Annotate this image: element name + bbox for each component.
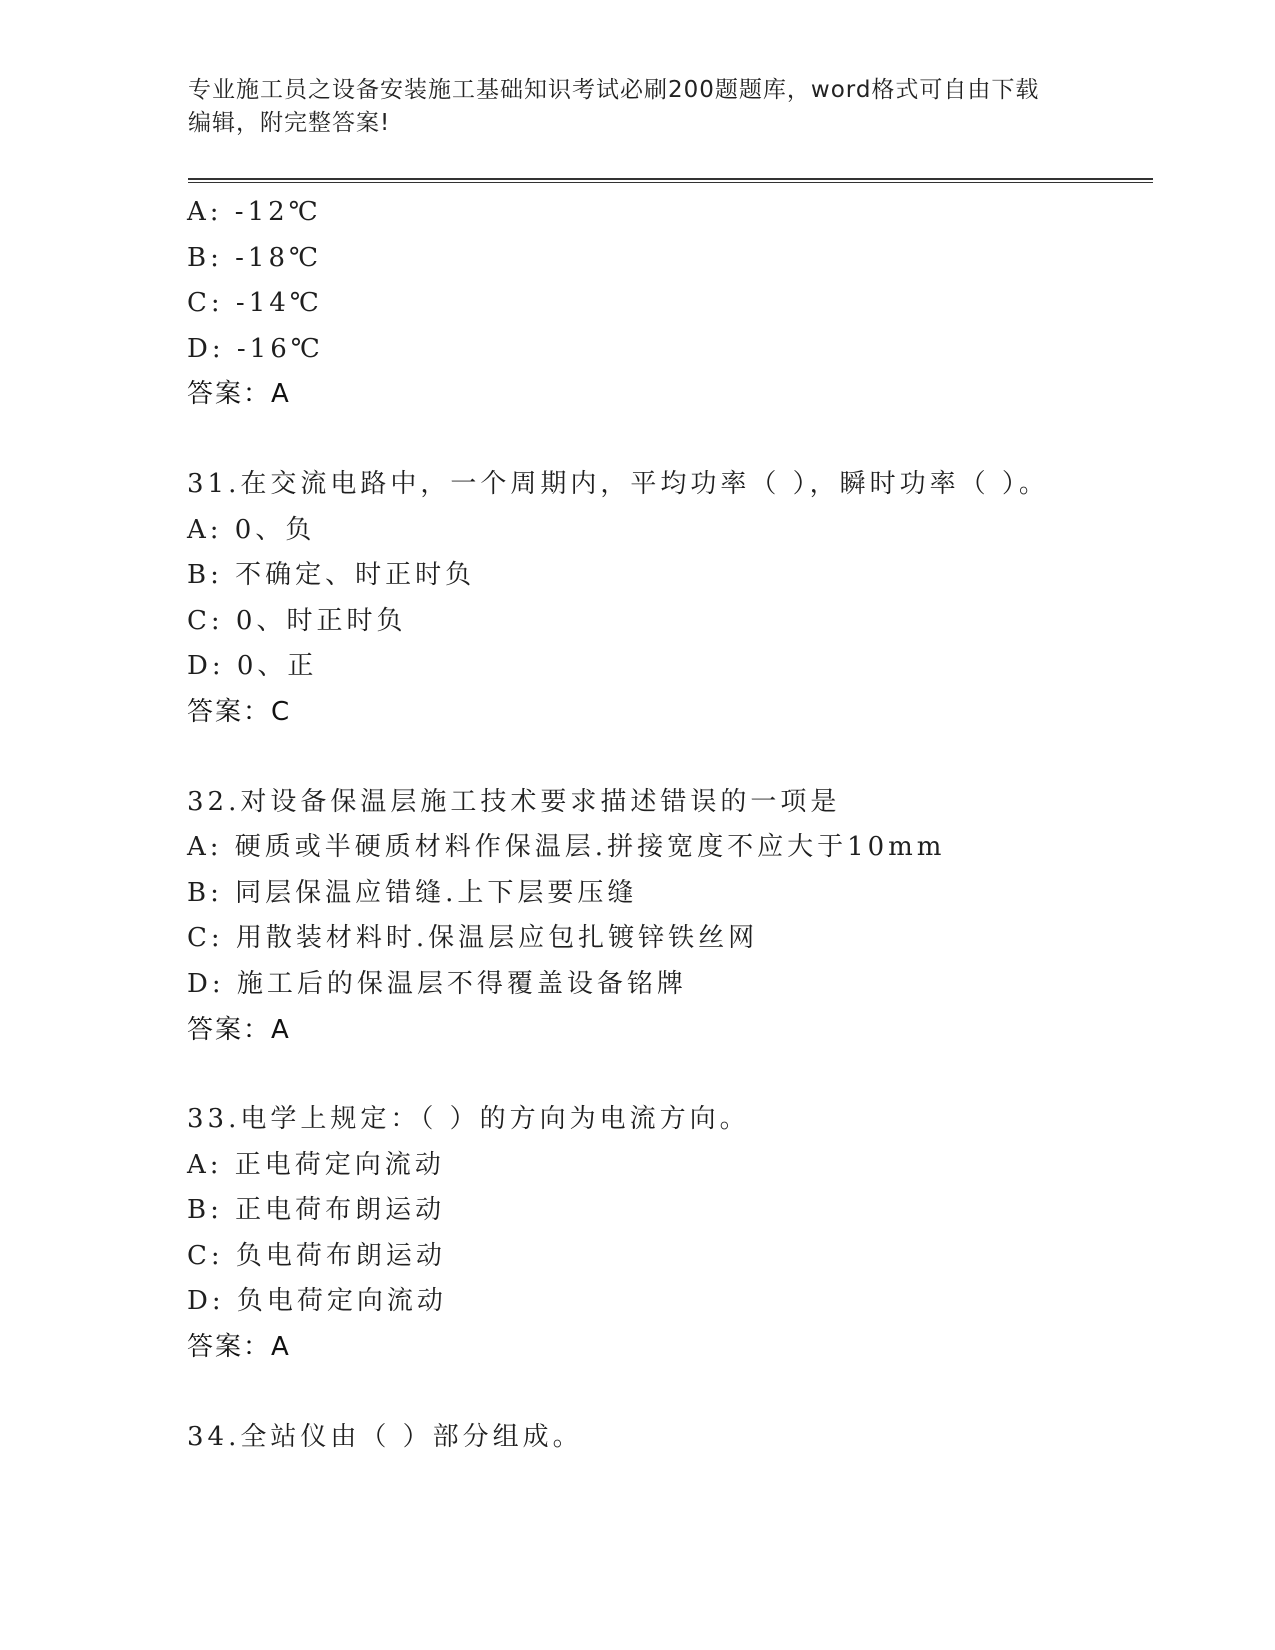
q33-option-b: B: 正电荷布朗运动 [187, 1195, 446, 1226]
q32-answer: 答案：A [187, 1014, 291, 1045]
question-31-block [187, 462, 1167, 736]
header-title-line2: 编辑，附完整答案! [188, 110, 391, 136]
q32-option-a: A: 硬质或半硬质材料作保温层.拼接宽度不应大于10mm [187, 832, 946, 863]
q31-option-a: A: 0、负 [187, 514, 316, 545]
q32-question: 32.对设备保温层施工技术要求描述错误的一项是 [187, 786, 841, 817]
q30-option-a: A: -12℃ [187, 197, 322, 227]
q33-answer: 答案：A [187, 1332, 291, 1363]
header-divider [188, 178, 1153, 183]
q31-option-d: D: 0、正 [187, 651, 318, 682]
q33-option-a: A: 正电荷定向流动 [187, 1149, 445, 1180]
q34-question: 34.全站仪由（ ）部分组成。 [187, 1421, 583, 1452]
spacer [187, 736, 1167, 780]
spacer [187, 1053, 1167, 1097]
document-header [188, 74, 1068, 140]
spacer [187, 1371, 1167, 1415]
q31-question: 31.在交流电路中，一个周期内，平均功率（ ），瞬时功率（ ）。 [187, 468, 1049, 499]
q30-answer: 答案：A [187, 379, 291, 410]
q33-question: 33.电学上规定：（ ）的方向为电流方向。 [187, 1104, 750, 1135]
q32-option-c: C: 用散装材料时.保温层应包扎镀锌铁丝网 [187, 923, 759, 954]
question-32-block [187, 780, 1167, 1054]
question-34-block [187, 1415, 1167, 1461]
question-list [187, 190, 1167, 1460]
q30-option-d: D: -16℃ [187, 333, 324, 364]
q32-option-d: D: 施工后的保温层不得覆盖设备铭牌 [187, 968, 687, 999]
q30-option-c: C: -14℃ [187, 288, 323, 319]
q31-option-c: C: 0、时正时负 [187, 605, 407, 636]
q31-answer: 答案：C [187, 696, 292, 727]
q32-option-b: B: 同层保温应错缝.上下层要压缝 [187, 877, 638, 908]
spacer [187, 418, 1167, 462]
q30-option-b: B: -18℃ [187, 242, 323, 273]
q31-option-b: B: 不确定、时正时负 [187, 560, 476, 591]
header-title-line1: 专业施工员之设备安装施工基础知识考试必刷200题题库，word格式可自由下载 [188, 77, 1040, 103]
q33-option-c: C: 负电荷布朗运动 [187, 1240, 446, 1271]
q33-option-d: D: 负电荷定向流动 [187, 1286, 447, 1317]
question-33-block [187, 1097, 1167, 1371]
question-30-block [187, 190, 1167, 418]
